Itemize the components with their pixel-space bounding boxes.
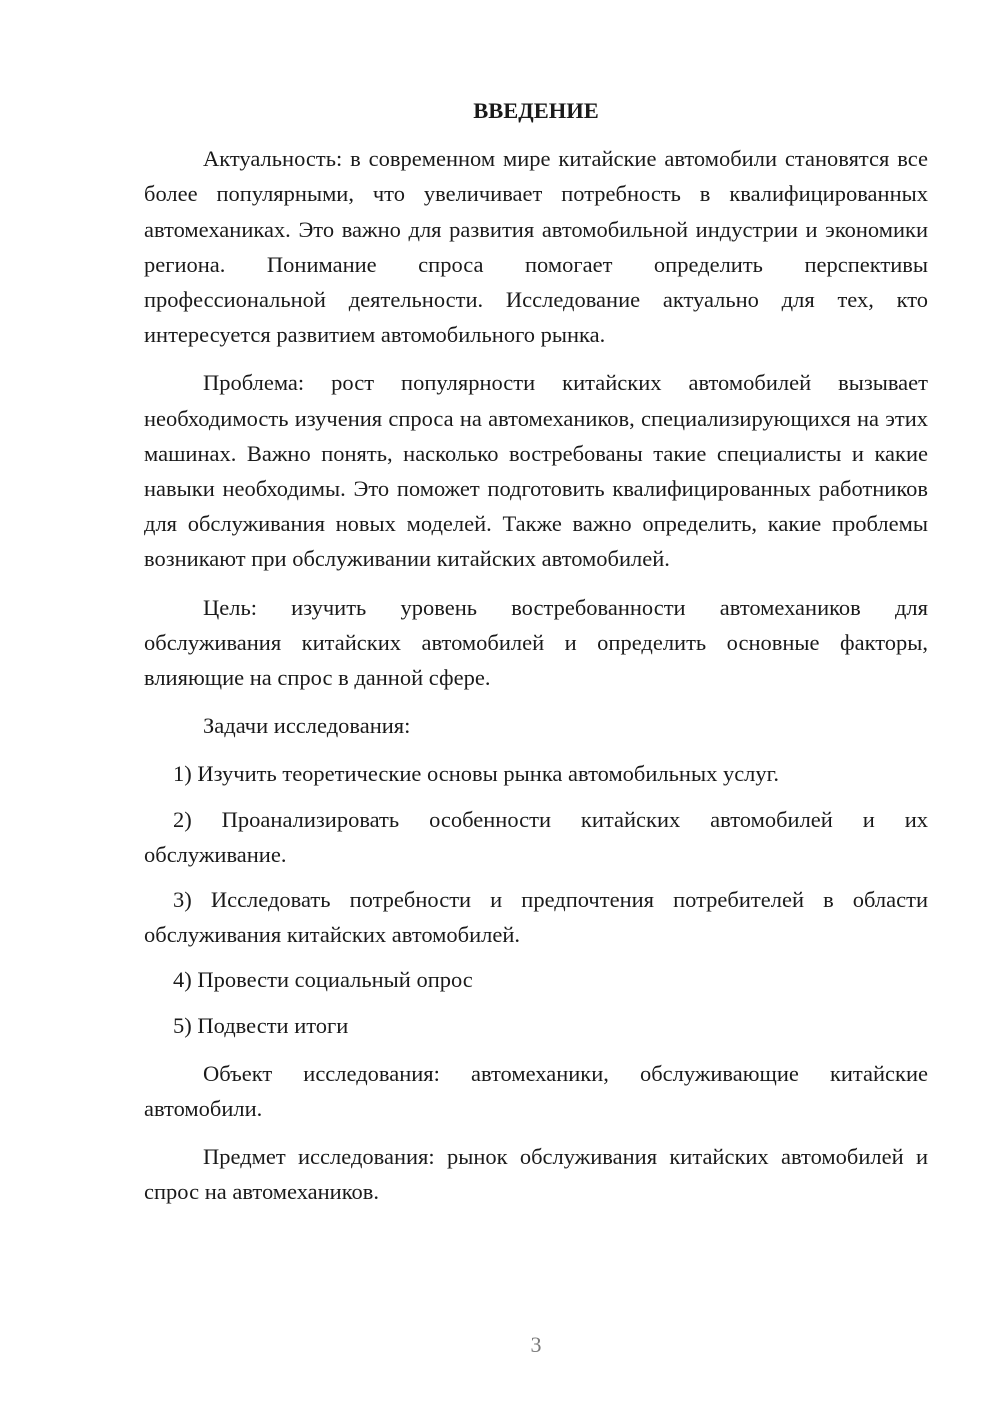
task-item-5: 5) Подвести итоги (173, 1012, 349, 1038)
task-item-3: 3) Исследовать потребности и предпочтения потребителей в области обслуживания китайских автомобилей. (144, 887, 928, 948)
page-number: 3 (530, 1332, 542, 1357)
task-item-2: 2) Проанализировать особенности китайских автомобилей и их обслуживание. (144, 806, 928, 867)
paragraph-goal: Цель: изучить уровень востребованности автомехаников для обслуживания китайских автомобилей и определить основные факторы, влияющие на спрос в данной сфере. (144, 594, 928, 691)
paragraph-research-object: Объект исследования: автомеханики, обслуживающие китайские автомобили. (144, 1060, 928, 1122)
paragraph-tasks-heading: Задачи исследования: (203, 713, 411, 739)
paragraph-research-subject: Предмет исследования: рынок обслуживания китайских автомобилей и спрос на автомехаников. (144, 1144, 928, 1205)
task-item-4: 4) Провести социальный опрос (173, 967, 473, 993)
task-item-1: 1) Изучить теоретические основы рынка автомобильных услуг. (173, 761, 779, 787)
page-title: ВВЕДЕНИЕ (473, 98, 599, 123)
paragraph-problem: Проблема: рост популярности китайских автомобилей вызывает необходимость изучения спроса на автомехаников, специализирующихся на этих машинах. Важно понять, насколько востребованы такие специалисты и какие навыки необходимы. Это поможет подготовить квалифицированных работников для обслуживания новых моделей. Также важно определить, какие проблемы возникают при обслуживании китайских автомобилей. (144, 370, 928, 572)
paragraph-relevance: Актуальность: в современном мире китайские автомобили становятся все более популярными, что увеличивает потребность в квалифицированных автомеханиках. Это важно для развития автомобильной индустрии и экономики региона. Понимание спроса помогает определить перспективы профессиональной деятельности. Исследование актуально для тех, кто интересуется развитием автомобильного рынка. (144, 146, 928, 348)
document-body (144, 93, 928, 1223)
